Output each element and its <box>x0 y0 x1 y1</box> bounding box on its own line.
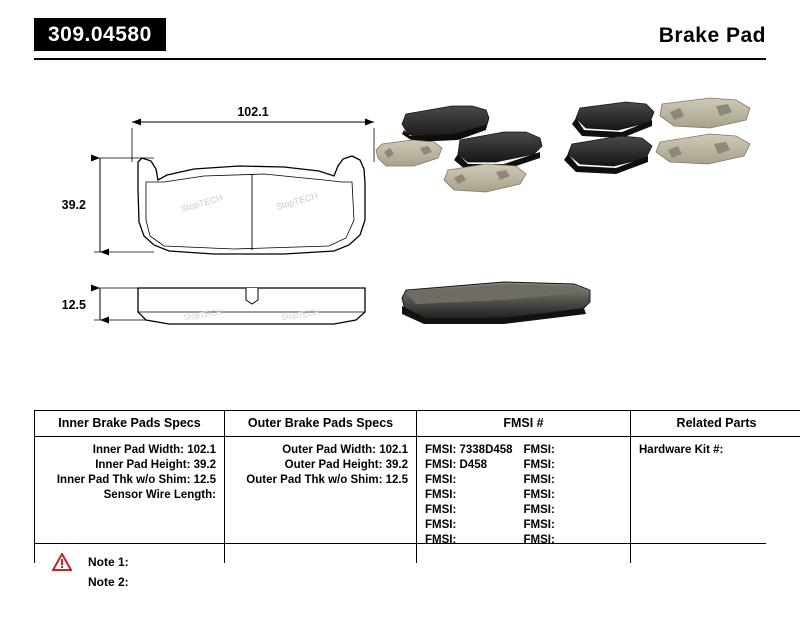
header-related-parts: Related Parts <box>631 411 800 437</box>
fmsi-row <box>425 473 622 488</box>
cell-inner-specs <box>35 437 225 564</box>
header-inner-specs: Inner Brake Pads Specs <box>35 411 225 437</box>
dimension-height-label: 39.2 <box>61 198 86 212</box>
fmsi-row <box>425 518 622 533</box>
fmsi-left: FMSI: D458 <box>425 459 487 471</box>
pad-photo-group-right <box>564 98 750 174</box>
brand-watermark-right: StopTECH <box>274 190 319 212</box>
spec-value: 39.2 <box>385 459 408 471</box>
fmsi-right: FMSI: <box>523 534 555 546</box>
fmsi-right: FMSI: <box>523 519 555 531</box>
brand-watermark-edge-right: StopTECH <box>281 307 321 322</box>
fmsi-row <box>425 488 622 503</box>
notes-section <box>52 552 452 592</box>
dimension-width-label: 102.1 <box>237 105 269 119</box>
brand-watermark-left: StopTECH <box>179 192 224 214</box>
pad-photo-group-left <box>376 106 542 192</box>
pad-edge-line-drawing <box>94 288 365 324</box>
fmsi-left: FMSI: 7338D458 <box>425 444 513 456</box>
fmsi-right: FMSI: <box>523 444 555 456</box>
pad-face-line-drawing <box>94 122 374 254</box>
spec-label: Inner Pad Height: <box>95 459 191 471</box>
spec-row-inner-thickness <box>43 473 216 488</box>
part-number-badge: 309.04580 <box>34 18 166 51</box>
fmsi-left: FMSI: <box>425 504 457 516</box>
specifications-table <box>34 410 800 563</box>
fmsi-left: FMSI: <box>425 474 457 486</box>
spec-row-inner-width <box>43 443 216 458</box>
page-header <box>34 18 766 60</box>
page-title: Brake Pad <box>658 24 766 47</box>
spec-value: 12.5 <box>193 474 216 486</box>
drawing-area <box>34 70 766 380</box>
fmsi-row <box>425 533 622 548</box>
dimension-thickness-label: 12.5 <box>61 298 86 312</box>
spec-row-outer-thickness <box>233 473 408 488</box>
fmsi-row <box>425 458 622 473</box>
cell-outer-specs <box>225 437 417 564</box>
cell-fmsi <box>417 437 631 564</box>
spec-label: Inner Pad Width: <box>92 444 185 456</box>
pad-photo-edge-view <box>402 282 590 324</box>
spec-row-inner-height <box>43 458 216 473</box>
fmsi-right: FMSI: <box>523 459 555 471</box>
spec-value: 102.1 <box>187 444 216 456</box>
spec-label: Outer Pad Height: <box>284 459 383 471</box>
spec-value: 102.1 <box>379 444 408 456</box>
spec-value: 39.2 <box>193 459 216 471</box>
note-row-1 <box>52 552 452 572</box>
fmsi-right: FMSI: <box>523 504 555 516</box>
header-fmsi: FMSI # <box>417 411 631 437</box>
related-part-hardware-kit: Hardware Kit #: <box>639 444 724 456</box>
header-outer-specs: Outer Brake Pads Specs <box>225 411 417 437</box>
cell-related-parts <box>631 437 800 564</box>
fmsi-left: FMSI: <box>425 519 457 531</box>
fmsi-right: FMSI: <box>523 489 555 501</box>
spec-row-sensor-wire-length <box>43 488 216 503</box>
fmsi-left: FMSI: <box>425 489 457 501</box>
fmsi-row <box>425 503 622 518</box>
note-1-label: Note 1: <box>88 555 129 569</box>
table-bottom-border <box>34 543 766 544</box>
spec-row-outer-height <box>233 458 408 473</box>
spec-label: Outer Pad Thk w/o Shim: <box>246 474 383 486</box>
note-row-2 <box>52 572 452 592</box>
brand-watermark-edge-left: StopTECH <box>183 307 223 322</box>
table-header-row <box>35 411 800 437</box>
fmsi-left: FMSI: <box>425 534 457 546</box>
spec-value: 12.5 <box>385 474 408 486</box>
spec-label: Inner Pad Thk w/o Shim: <box>56 474 191 486</box>
warning-icon <box>52 553 72 571</box>
spec-label: Outer Pad Width: <box>282 444 377 456</box>
fmsi-row <box>425 443 622 458</box>
note-2-label: Note 2: <box>88 575 129 589</box>
table-body-row <box>35 437 800 564</box>
fmsi-right: FMSI: <box>523 474 555 486</box>
spec-row-outer-width <box>233 443 408 458</box>
spec-label: Sensor Wire Length: <box>103 489 216 501</box>
